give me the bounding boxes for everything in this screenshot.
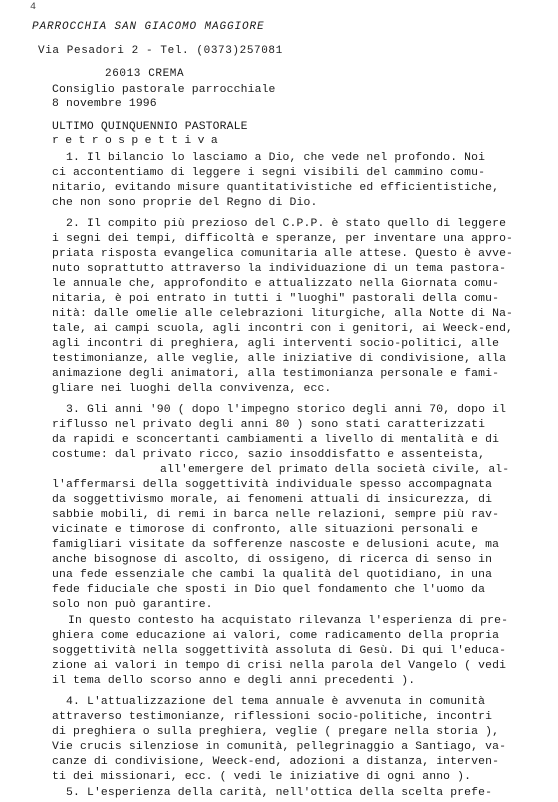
page-number: 4 (30, 2, 37, 13)
text-line: 4. L'attualizzazione del tema annuale è avvenuta in comunità (66, 696, 486, 708)
text-line: tale, ai campi scuola, agli incontri con i genitori, ai Weeck-end, (52, 323, 514, 335)
text-line: all'emergere del primato della società civile, al- (160, 464, 510, 476)
text-line: da rapidi e sconcertanti cambiamenti a livello di mentalità e di (52, 434, 500, 446)
text-line: nitaria, è poi entrato in tutti i "luoghi" pastorali della comu- (52, 293, 500, 305)
parish-address: Via Pesadori 2 - Tel. (0373)257081 (38, 45, 283, 57)
text-line: ti dei missionari, ecc. ( vedi le iniziative di ogni anno ). (52, 771, 472, 783)
text-line: zione ai valori in tempo di crisi nella parola del Vangelo ( vedi (52, 660, 507, 672)
text-line: solo non può garantire. (52, 599, 213, 611)
text-line: In questo contesto ha acquistato rilevanza l'esperienza di pre- (68, 615, 509, 627)
text-line: priata risposta evangelica comunitaria alle attese. Questo è avve- (52, 248, 514, 260)
text-line: i segni dei tempi, difficoltà e speranze, per inventare una appro- (52, 233, 514, 245)
meeting-date: 8 novembre 1996 (52, 98, 157, 110)
text-line: l'affermarsi della soggettività individuale spesso accompagnata (52, 479, 493, 491)
council-name: Consiglio pastorale parrocchiale (52, 84, 276, 96)
text-line: 3. Gli anni '90 ( dopo l'impegno storico degli anni 70, dopo il (66, 404, 507, 416)
text-line: 5. L'esperienza della carità, nell'ottica della scelta prefe- (66, 787, 493, 799)
text-line: 2. Il compito più prezioso del C.P.P. è stato quello di leggere (66, 218, 507, 230)
text-line: nuto soprattutto attraverso la individuazione di un tema pastora- (52, 263, 507, 275)
text-line: sabbie mobili, di remi in barca nelle relazioni, sempre più rav- (52, 509, 500, 521)
text-line: ci accontentiamo di leggere i segni visibili del cammino comu- (52, 167, 486, 179)
text-line: costume: dal privato ricco, sazio insoddisfatto e assenteista, (52, 449, 486, 461)
text-line: nità: dalle omelie alle celebrazioni liturgiche, alla Notte di Na- (52, 308, 514, 320)
text-line: il tema dello scorso anno e degli anni precedenti ). (52, 675, 416, 687)
text-line: testimonianze, alle veglie, alle iniziative di condivisione, alla (52, 353, 507, 365)
text-line: da soggettivismo morale, ai fenomeni attuali di insicurezza, di (52, 494, 493, 506)
parish-name: PARROCCHIA SAN GIACOMO MAGGIORE (32, 21, 265, 33)
text-line: soggettività nella soggettività assoluta di Gesù. Di qui l'educa- (52, 645, 507, 657)
text-line: anche bisognose di ascolto, di ossigeno, di ricerca di senso in (52, 554, 493, 566)
text-line: animazione degli animatori, alla testimonianza personale e fami- (52, 368, 500, 380)
text-line: nitario, evitando misure quantitativistiche ed efficientistiche, (52, 182, 500, 194)
text-line: 1. Il bilancio lo lasciamo a Dio, che vede nel profondo. Noi (66, 152, 486, 164)
text-line: fede fiduciale che sposti in Dio quel fondamento che l'uomo da (52, 584, 486, 596)
text-line: di preghiera o sulla preghiera, veglie ( pregare nella storia ), (52, 726, 500, 738)
text-line: ghiera come educazione ai valori, come radicamento della propria (52, 630, 500, 642)
text-line: che non sono proprie del Regno di Dio. (52, 197, 318, 209)
text-line: Vie crucis silenziose in comunità, pellegrinaggio a Santiago, va- (52, 741, 507, 753)
text-line: famigliari visitate da sofferenze nascoste e delusioni acute, ma (52, 539, 500, 551)
parish-city: 26013 CREMA (105, 68, 185, 80)
text-line: attraverso testimonianze, riflessioni socio-politiche, incontri (52, 711, 493, 723)
text-line: le annuale che, approfondito e attualizzato nella Giornata comu- (52, 278, 500, 290)
text-line: agli incontri di preghiera, agli interventi socio-politici, alle (52, 338, 500, 350)
document-title: ULTIMO QUINQUENNIO PASTORALE (52, 121, 248, 133)
document-subtitle: retrospettiva (52, 135, 225, 147)
text-line: vicinate e timorose di confronto, alle situazioni personali e (52, 524, 479, 536)
text-line: gliare nei luoghi della convivenza, ecc. (52, 383, 332, 395)
text-line: riflusso nel privato degli anni 80 ) sono stati caratterizzati (52, 419, 486, 431)
text-line: una fede essenziale che cambi la qualità del quotidiano, in una (52, 569, 493, 581)
text-line: canze di condivisione, Weeck-end, adozioni a distanza, interven- (52, 756, 500, 768)
